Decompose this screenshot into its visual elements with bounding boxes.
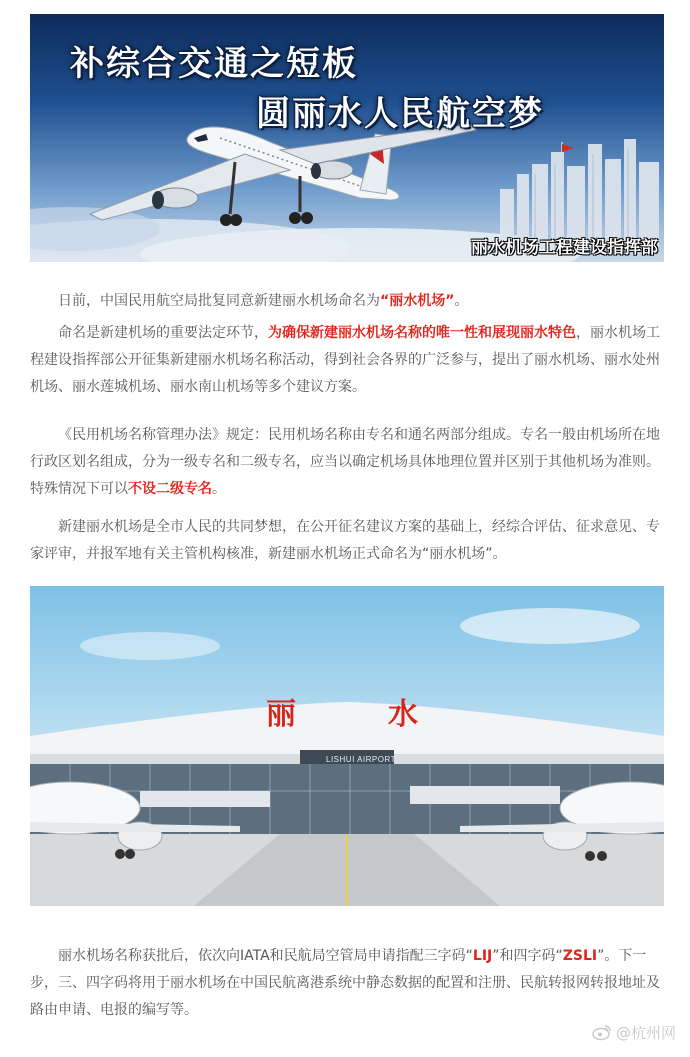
highlight-no-secondary-name: 不设二级专名 bbox=[128, 481, 212, 497]
article-paragraph-2 bbox=[30, 320, 664, 401]
article-paragraph-5 bbox=[30, 943, 664, 1024]
highlight-airport-name: “丽水机场” bbox=[380, 293, 455, 309]
highlight-naming-purpose: 为确保新建丽水机场名称的唯一性和展现丽水特色 bbox=[268, 325, 576, 341]
weibo-icon bbox=[592, 1024, 612, 1041]
paragraph-text: 《民用机场名称管理办法》规定：民用机场名称由专名和通名两部分组成。专名一般由机场所在地行政区划名组成，分为一级专名和二级专名，应当以确定机场具体地理位置并区别于其他机场为准则。特殊情况下可以 bbox=[30, 427, 660, 497]
roof-character-li: 丽 bbox=[266, 697, 296, 732]
paragraph-text: ”。下一步，三、四字码将用于丽水机场在中国民航离港系统中静态数据的配置和注册、民航转报网转报地址及路由申请、电报的编写等。 bbox=[30, 948, 660, 1018]
paragraph-text: 。 bbox=[212, 481, 226, 497]
airplane-icon bbox=[90, 124, 476, 226]
highlight-iata-code: LIJ bbox=[472, 948, 493, 964]
terminal-illustration bbox=[30, 586, 664, 906]
paragraph-text: ，丽水机场工程建设指挥部公开征集新建丽水机场名称活动，得到社会各界的广泛参与，提出了丽水机场、丽水处州机场、丽水莲城机场、丽水南山机场等多个建议方案。 bbox=[30, 325, 660, 395]
article-paragraph-1 bbox=[30, 288, 664, 315]
source-watermark bbox=[592, 1022, 676, 1043]
paragraph-text: 命名是新建机场的重要法定环节， bbox=[58, 325, 268, 341]
airport-rendering-image bbox=[30, 586, 664, 906]
roof-character-shui: 水 bbox=[388, 697, 418, 732]
watermark-text: @杭州网 bbox=[615, 1024, 676, 1042]
header-banner bbox=[30, 14, 664, 262]
paragraph-text: 日前，中国民用航空局批复同意新建丽水机场命名为 bbox=[58, 293, 380, 309]
terminal-facade-sign: LISHUI AIRPORT bbox=[326, 755, 396, 764]
banner-organization-tag: 丽水机场工程建设指挥部 bbox=[471, 238, 658, 258]
article-paragraph-4: 新建丽水机场是全市人民的共同梦想，在公开征名建议方案的基础上，经综合评估、征求意见、专家评审，并报军地有关主管机构核准，新建丽水机场正式命名为“丽水机场”。 bbox=[30, 519, 660, 562]
paragraph-text: ”和四字码“ bbox=[492, 948, 563, 964]
banner-headline-2: 圆丽水人民航空梦 bbox=[256, 94, 544, 134]
highlight-icao-code: ZSLI bbox=[562, 948, 598, 964]
banner-headline-1: 补综合交通之短板 bbox=[70, 44, 358, 84]
paragraph-text: 。 bbox=[454, 293, 469, 309]
paragraph-text: 丽水机场名称获批后，依次向IATA和民航局空管局申请指配三字码“ bbox=[58, 948, 473, 964]
article-paragraph-3 bbox=[30, 422, 664, 503]
